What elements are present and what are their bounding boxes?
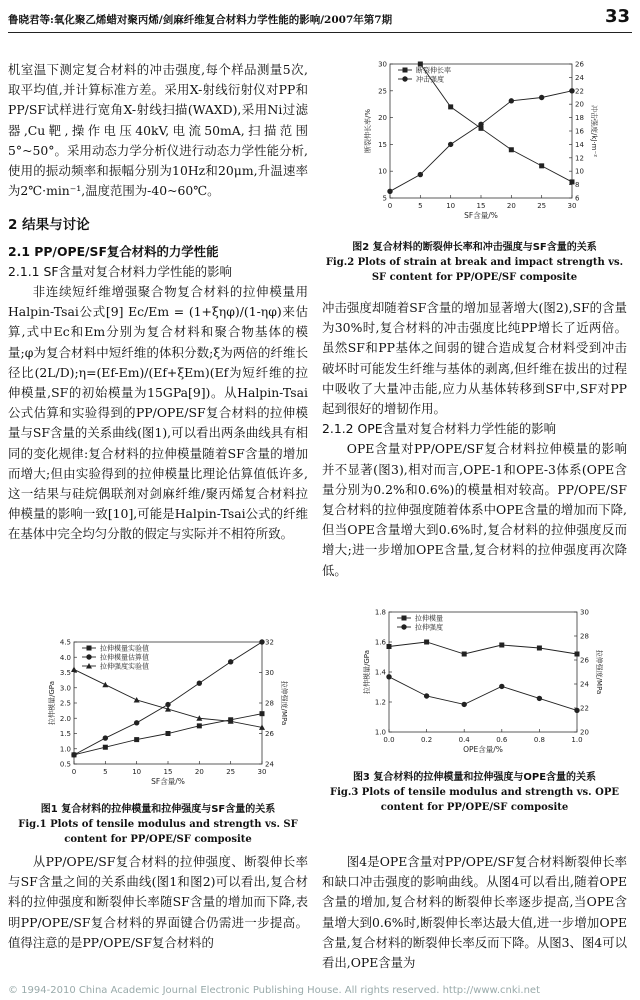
y-tick-label-right: 26: [575, 60, 584, 69]
body-paragraph: 图4是OPE含量对PP/OPE/SF复合材料断裂伸长率和缺口冲击强度的影响曲线。从图4可以看出,随着OPE含量的增加,复合材料的断裂伸长率逐步提高,当OPE含量增大到0.6%时,断裂伸长率达最大值,进一步增加OPE含量,复合材料的断裂伸长率反而下降。从图3、图4可以看出,OPE含量为: [322, 854, 627, 971]
series-line: [389, 642, 577, 654]
x-tick-label: 0: [71, 768, 77, 776]
legend-label: 拉伸模量估算值: [100, 653, 149, 662]
y-tick-label-left: 1.5: [59, 730, 71, 738]
y-tick-label-left: 5: [382, 194, 387, 203]
y-axis-label-left: 断裂伸长率/%: [364, 108, 372, 154]
y-tick-label-left: 20: [378, 114, 387, 123]
x-tick-label: 1.0: [571, 736, 583, 744]
right-column: [322, 298, 627, 581]
data-point: [134, 697, 140, 703]
x-tick-label: 0: [387, 202, 393, 210]
x-tick-label: 0.8: [533, 736, 545, 744]
figure-2-caption: [322, 240, 627, 285]
legend-label: 断裂伸长率: [416, 66, 451, 75]
series-line: [390, 91, 572, 192]
y-tick-label-right: 28: [580, 632, 589, 641]
body-paragraph: OPE含量对PP/OPE/SF复合材料拉伸模量的影响并不显著(图3),相对而言,OPE-1和OPE-3体系(OPE含量分别为0.2%和0.6%)的模量相对较高。PP/OPE/SF复合材料的拉伸强度随着体系中OPE含量的增加而下降,但当OPE含量增大到0.6%时,复合材料的拉伸强度反而增大;进一步增加OPE含量,复合材料的拉伸强度再次降低。: [322, 441, 627, 578]
body-paragraph: 冲击强度却随着SF含量的增加显著增大(图2),SF的含量为30%时,复合材料的冲击强度比纯PP增长了近两倍。虽然SF和PP基体之间弱的键合造成复合材料受到冲击破坏时可能发生纤维与基体的剥离,但纤维在拔出的过程中吸收了大量冲击能,应力从基体转移到SF中,SF对PP起到很好的增韧作用。: [322, 300, 627, 417]
y-tick-label-left: 1.2: [374, 698, 386, 707]
y-tick-label-left: 1.0: [374, 728, 386, 737]
data-point: [462, 702, 467, 707]
data-point: [574, 708, 579, 713]
data-point: [537, 646, 542, 651]
left-column: [8, 60, 308, 545]
data-point: [134, 737, 139, 742]
y-tick-label-right: 20: [575, 100, 584, 109]
data-point: [539, 95, 544, 100]
y-tick-label-left: 10: [378, 167, 387, 176]
data-point: [509, 98, 514, 103]
x-tick-label: 0.0: [383, 736, 395, 744]
data-point: [499, 684, 504, 689]
y-tick-label-left: 3.0: [59, 684, 71, 693]
subsection-heading: 2.1 PP/OPE/SF复合材料的力学性能: [8, 243, 219, 259]
section-heading: 2 结果与讨论: [8, 217, 90, 234]
y-tick-label-left: 2.0: [59, 714, 71, 723]
y-tick-label-left: 1.8: [374, 608, 386, 617]
figure-1-chart: [40, 636, 300, 796]
copyright-footer: © 1994-2010 China Academic Journal Electronic Publishing House. All rights reserved. http://www.cnki.net: [8, 985, 540, 996]
y-tick-label-left: 4.5: [59, 638, 71, 647]
y-tick-label-right: 26: [580, 656, 589, 665]
x-axis-label: OPE含量/%: [463, 745, 503, 754]
data-point: [387, 189, 392, 194]
data-point: [424, 640, 429, 645]
data-point: [424, 693, 429, 698]
y-tick-label-right: 22: [575, 87, 584, 96]
data-point: [499, 643, 504, 648]
y-tick-label-right: 32: [265, 638, 274, 647]
x-tick-label: 5: [418, 202, 423, 210]
data-point: [448, 142, 453, 147]
y-tick-label-left: 25: [378, 87, 387, 96]
y-tick-label-right: 26: [265, 730, 274, 738]
subsubsection-heading: 2.1.2 OPE含量对复合材料力学性能的影响: [322, 421, 556, 437]
y-tick-label-left: 1.6: [374, 638, 386, 647]
y-axis-label-left: 拉伸模量/GPa: [48, 681, 56, 725]
plot-frame: [390, 64, 572, 198]
caption-cn: 图2 复合材料的断裂伸长率和冲击强度与SF含量的关系: [352, 242, 597, 253]
y-tick-label-right: 24: [265, 760, 274, 769]
data-point: [102, 682, 108, 688]
data-point: [570, 179, 575, 184]
x-tick-label: 0.4: [458, 736, 470, 744]
x-tick-label: 30: [257, 768, 267, 776]
caption-en: Fig.3 Plots of tensile modulus and strength vs. OPE content for PP/OPE/SF composite: [330, 787, 619, 813]
data-point: [386, 674, 391, 679]
data-point: [401, 624, 406, 629]
y-tick-label-right: 30: [580, 608, 589, 617]
data-point: [402, 616, 407, 621]
x-tick-label: 25: [226, 768, 236, 776]
figure-2: [360, 58, 610, 230]
x-tick-label: 20: [506, 202, 516, 210]
x-tick-label: 10: [446, 202, 456, 210]
figure-3-caption: [322, 770, 627, 815]
caption-cn: 图3 复合材料的拉伸模量和拉伸强度与OPE含量的关系: [352, 772, 597, 783]
data-point: [403, 68, 408, 73]
y-tick-label-right: 28: [265, 699, 274, 708]
figure-3: [355, 606, 615, 764]
data-point: [103, 735, 108, 740]
data-point: [448, 104, 453, 109]
data-point: [71, 752, 76, 757]
y-tick-label-left: 4.0: [59, 653, 71, 662]
y-tick-label-right: 30: [265, 669, 274, 677]
data-point: [259, 639, 264, 644]
running-header: [8, 6, 632, 33]
y-tick-label-right: 8: [575, 181, 580, 190]
x-tick-label: 5: [103, 768, 108, 776]
data-point: [418, 172, 423, 177]
x-tick-label: 30: [567, 202, 577, 210]
y-tick-label-right: 18: [575, 114, 584, 123]
figure-1: [40, 636, 300, 796]
y-tick-label-left: 2.5: [59, 699, 71, 708]
left-column-lower: [8, 852, 308, 953]
caption-en: Fig.2 Plots of strain at break and impact strength vs. SF content for PP/OPE/SF composite: [325, 257, 624, 283]
legend-label: 拉伸模量实验值: [100, 644, 149, 653]
data-point: [86, 654, 91, 659]
y-tick-label-right: 16: [575, 127, 584, 136]
data-point: [134, 720, 139, 725]
data-point: [402, 76, 407, 81]
data-point: [87, 646, 92, 651]
caption-en: Fig.1 Plots of tensile modulus and strength vs. SF content for PP/OPE/SF composite: [18, 819, 298, 845]
x-axis-label: SF含量/%: [464, 211, 498, 220]
series-line: [389, 677, 577, 711]
y-tick-label-right: 22: [580, 704, 589, 713]
x-tick-label: 15: [476, 202, 486, 210]
x-tick-label: 25: [537, 202, 547, 210]
y-tick-label-right: 24: [580, 680, 589, 689]
right-column-lower: [322, 852, 627, 973]
data-point: [569, 88, 574, 93]
y-tick-label-right: 14: [575, 140, 584, 149]
legend-label: 拉伸强度实验值: [100, 662, 149, 671]
body-paragraph: 机室温下测定复合材料的冲击强度,每个样品测量5次,取平均值,并计算标准方差。采用X-射线衍射仪对PP和PP/SF试样进行宽角X-射线扫描(WAXD),采用Ni过滤器,Cu靶,操作电压40kV,电流50mA,扫描范围5°~50°。采用动态力学分析仪进行动态力学性能分析,使用的振动频率和振幅分别为10Hz和20μm,升温速率为2℃·min⁻¹,温度范围为-40~60℃。: [8, 62, 308, 199]
running-title: 鲁晓君等:氧化聚乙烯蜡对聚丙烯/剑麻纤维复合材料力学性能的影响/2007年第7期: [8, 14, 393, 26]
y-tick-label-left: 1.0: [59, 745, 71, 754]
y-tick-label-left: 0.5: [59, 760, 71, 769]
data-point: [260, 711, 265, 716]
legend-label: 冲击强度: [416, 75, 444, 84]
x-tick-label: 15: [163, 768, 173, 776]
data-point: [537, 696, 542, 701]
y-axis-label-right: 拉伸强度/MPa: [280, 680, 288, 726]
y-tick-label-right: 24: [575, 73, 584, 82]
y-tick-label-right: 6: [575, 194, 580, 203]
y-axis-label-right: 拉伸强度/MPa: [595, 649, 603, 695]
data-point: [166, 731, 171, 736]
y-tick-label-left: 3.5: [59, 669, 71, 677]
data-point: [462, 652, 467, 657]
x-axis-label: SF含量/%: [151, 777, 185, 786]
data-point: [478, 122, 483, 127]
legend-label: 拉伸模量: [415, 614, 443, 623]
data-point: [387, 644, 392, 649]
y-tick-label-right: 12: [575, 154, 584, 163]
body-paragraph: 非连续短纤维增强聚合物复合材料的拉伸模量用Halpin-Tsai公式[9] Ec/Em = (1+ξηφ)/(1-ηφ)来估算,式中Ec和Em分别为复合材料和聚合物基体的模量;φ为复合材料中短纤维的体积分数;ξ为两倍的纤维长径比(2L/D);η=(Ef-Em)/(Ef+ξEm)(Ef为短纤维的拉伸模量,SF的初始模量为15GPa[9])。从Halpin-Tsai公式估算和实验得到的PP/OPE/SF复合材料的拉伸模量与SF含量的关系曲线(图1),可以看出两条曲线具有相同的变化规律:复合材料的拉伸模量随着SF含量的增加而增大;但由实验得到的拉伸模量比理论估算值低许多,这一结果与硅烷偶联剂对剑麻纤维/聚丙烯复合材料拉伸模量的影响一致[10],可能是Halpin-Tsai公式的纤维在基体中完全均匀分散的假定与实际并不相符所致。: [8, 284, 308, 542]
y-tick-label-left: 15: [378, 140, 387, 149]
y-axis-label-right: 冲击强度/kJ·m⁻²: [590, 104, 598, 158]
body-paragraph: 从PP/OPE/SF复合材料的拉伸强度、断裂伸长率与SF含量之间的关系曲线(图1和图2)可以看出,复合材料的拉伸强度和断裂伸长率随SF含量的增加而下降,表明PP/OPE/SF复合材料的界面键合仍需进一步提高。值得注意的是PP/OPE/SF复合材料的: [8, 854, 308, 950]
data-point: [103, 745, 108, 750]
data-point: [509, 147, 514, 152]
figure-3-chart: [355, 606, 615, 764]
y-tick-label-left: 1.4: [374, 668, 386, 677]
y-tick-label-left: 30: [378, 60, 387, 69]
page-number: 33: [604, 6, 630, 27]
data-point: [228, 659, 233, 664]
y-tick-label-right: 10: [575, 167, 584, 176]
y-tick-label-right: 20: [580, 728, 589, 737]
data-point: [197, 680, 202, 685]
subsubsection-heading: 2.1.1 SF含量对复合材料力学性能的影响: [8, 263, 232, 279]
x-tick-label: 0.6: [496, 736, 508, 744]
data-point: [539, 163, 544, 168]
x-tick-label: 10: [132, 768, 142, 776]
figure-2-chart: [360, 58, 610, 230]
caption-cn: 图1 复合材料的拉伸模量和拉伸强度与SF含量的关系: [40, 804, 276, 815]
data-point: [575, 652, 580, 657]
x-tick-label: 20: [194, 768, 204, 776]
y-axis-label-left: 拉伸模量/GPa: [363, 650, 371, 694]
legend-label: 拉伸强度: [415, 623, 443, 632]
data-point: [71, 666, 77, 672]
data-point: [197, 723, 202, 728]
x-tick-label: 0.2: [421, 736, 433, 744]
figure-1-caption: [8, 802, 308, 847]
